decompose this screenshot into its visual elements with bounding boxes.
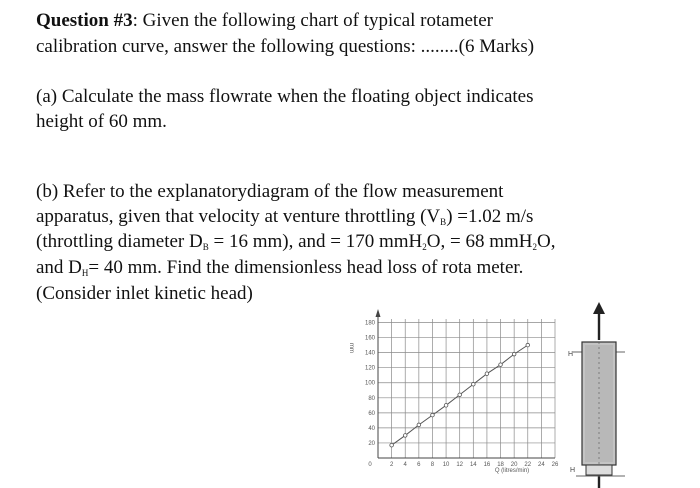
x-tick-label: 18 (497, 462, 504, 468)
y-tick-label: 80 (368, 395, 375, 402)
x-tick-label: 8 (430, 462, 435, 468)
diagram-label-bottom: H (570, 467, 576, 474)
data-point (512, 352, 516, 356)
data-point (472, 382, 476, 386)
y-tick-label: 120 (364, 365, 375, 372)
x-tick-label: 20 (510, 462, 518, 468)
rotameter-diagram (568, 302, 625, 488)
x-tick-label: 24 (538, 462, 545, 468)
x-tick-label: 12 (456, 462, 464, 468)
x-tick-label: 4 (403, 462, 407, 468)
y-tick-label: 140 (364, 350, 375, 357)
subscript: 2 (532, 242, 537, 252)
part-b-text: ) =1.02 m/s (446, 206, 534, 227)
part-b-text: = 40 mm. Find the dimensionless head loss of rota meter. (88, 257, 524, 278)
flow-arrow-icon (593, 302, 605, 314)
part-b-line-5: (Consider inlet kinetic head) (36, 283, 253, 304)
part-b-text: (throttling diameter D (36, 231, 203, 252)
part-b-text: apparatus, given that velocity at venture throttling (V (36, 206, 441, 227)
y-axis-arrow (376, 309, 381, 317)
y-tick-label: 40 (368, 425, 375, 432)
x-tick-label: 16 (483, 462, 491, 468)
question-intro-2: calibration curve, answer the following questions: (36, 36, 416, 57)
subscript: B (440, 217, 447, 227)
part-a-line-1: (a) Calculate the mass flowrate when the floating object indicates (36, 86, 534, 107)
x-tick-label: 2 (389, 462, 394, 468)
y-tick-labels (365, 321, 376, 447)
x-tick-label: 22 (524, 462, 532, 468)
subscript: H (81, 268, 89, 278)
x-axis-label: Q (litres/min) (494, 468, 530, 474)
data-point (499, 363, 503, 367)
part-b-text: O, = 68 mmH (426, 231, 533, 252)
data-point (403, 434, 407, 438)
calibration-chart (348, 309, 559, 474)
x-tick-labels (368, 462, 559, 468)
part-b-text: O, (537, 231, 556, 252)
part-b-line-1: (b) Refer to the explanatorydiagram of the flow measurement (36, 181, 504, 202)
x-tick-label: 14 (469, 462, 477, 468)
x-tick-label: 26 (551, 462, 559, 468)
y-tick-label: 20 (368, 440, 375, 447)
subscript: B (202, 242, 209, 252)
y-axis-label: mm (348, 343, 354, 353)
y-tick-label: 60 (368, 410, 375, 417)
y-tick-label: 100 (364, 380, 375, 387)
part-b-text: and D (36, 257, 82, 278)
y-tick-label: 160 (364, 335, 375, 342)
data-point (431, 413, 435, 417)
data-point (458, 393, 462, 397)
diagram-label-top: H (568, 351, 574, 358)
subscript: 2 (422, 242, 427, 252)
data-point (417, 423, 421, 427)
x-tick-label: 10 (442, 462, 450, 468)
part-b-text: = 16 mm), and = 170 mmH (208, 231, 423, 252)
data-point (390, 443, 394, 447)
tube-base (586, 465, 612, 475)
part-a-line-2: height of 60 mm. (36, 111, 167, 132)
x-tick-label: 0 (368, 462, 372, 468)
data-point (526, 343, 530, 347)
question-marks: ........(6 Marks) (420, 36, 535, 57)
question-intro: : Given the following chart of typical rotameter (132, 10, 493, 31)
x-tick-label: 6 (417, 462, 421, 468)
y-tick-label: 180 (364, 320, 375, 327)
data-point (485, 372, 489, 376)
question-label: Question #3 (36, 10, 133, 31)
data-point (444, 404, 448, 408)
